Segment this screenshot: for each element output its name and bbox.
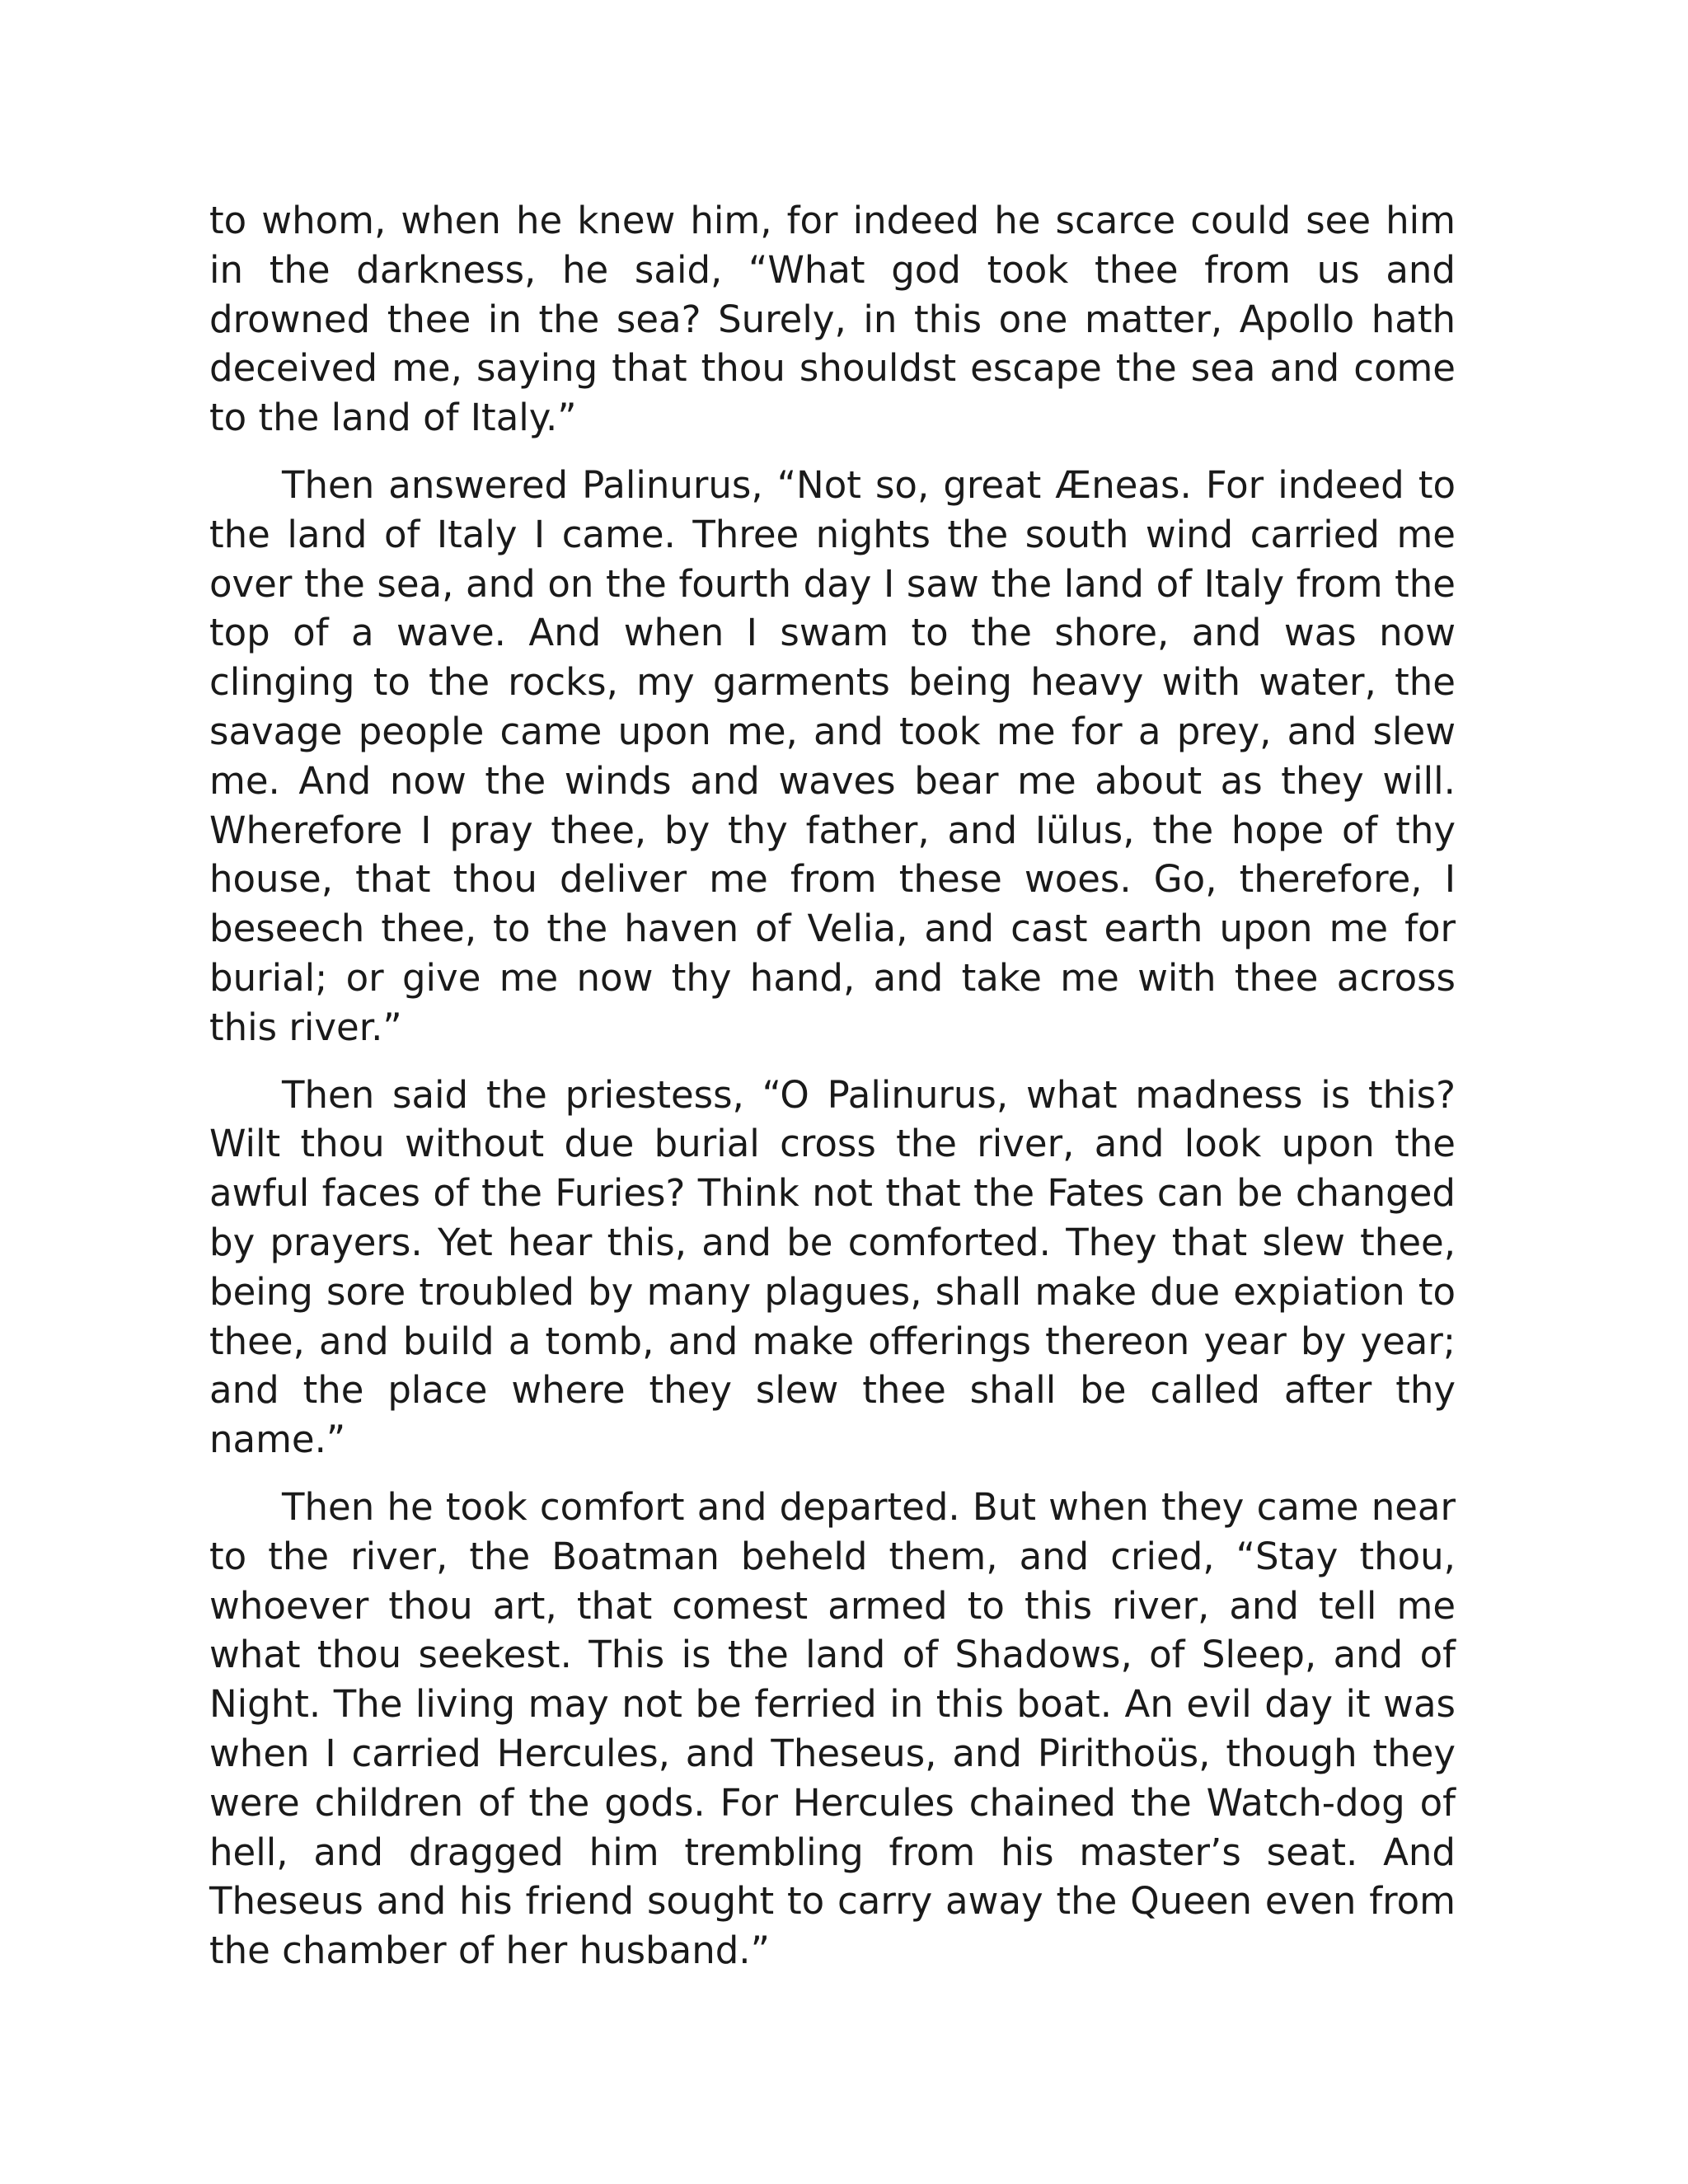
paragraph-4: Then he took comfort and departed. But when they came near to the river, the Boatman beheld them, and cried, “Stay thou, whoever thou art, that comest armed to this river, and tell me what thou seekest. This is the land of Shadows, of Sleep, and of Night. The living may not be ferried in this boat. An evil day it was when I carried Hercules, and Theseus, and Pirithoüs, though they were children of the gods. For Hercules chained the Watch-dog of hell, and dragged him trembling from his master’s seat. And Theseus and his friend sought to carry away the Queen even from the chamber of her husband.” — [209, 1484, 1456, 1973]
paragraph-2: Then answered Palinurus, “Not so, great Æneas. For indeed to the land of Italy I came. Three nights the south wind carried me over the sea, and on the fourth day I saw the land of Italy from the top of a wave. And when I swam to the shore, and was now clinging to the rocks, my garments being heavy with water, the savage people came upon me, and took me for a prey, and slew me. And now the winds and waves bear me about as they will. Wherefore I pray thee, by thy father, and Iülus, the hope of thy house, that thou deliver me from these woes. Go, therefore, I beseech thee, to the haven of Velia, and cast earth upon me for burial; or give me now thy hand, and take me with thee across this river.” — [209, 462, 1456, 1049]
page-body — [209, 196, 1456, 1994]
paragraph-1: to whom, when he knew him, for indeed he scarce could see him in the darkness, he said, “What god took thee from us and drowned thee in the sea? Surely, in this one matter, Apollo hath deceived me, saying that thou shouldst escape the sea and come to the land of Italy.” — [209, 199, 1456, 440]
paragraph-3: Then said the priestess, “O Palinurus, what madness is this? Wilt thou without due burial cross the river, and look upon the awful faces of the Furies? Think not that the Fates can be changed by prayers. Yet hear this, and be comforted. They that slew thee, being sore troubled by many plagues, shall make due expiation to thee, and build a tomb, and make offerings thereon year by year; and the place where they slew thee shall be called after thy name.” — [209, 1072, 1456, 1462]
